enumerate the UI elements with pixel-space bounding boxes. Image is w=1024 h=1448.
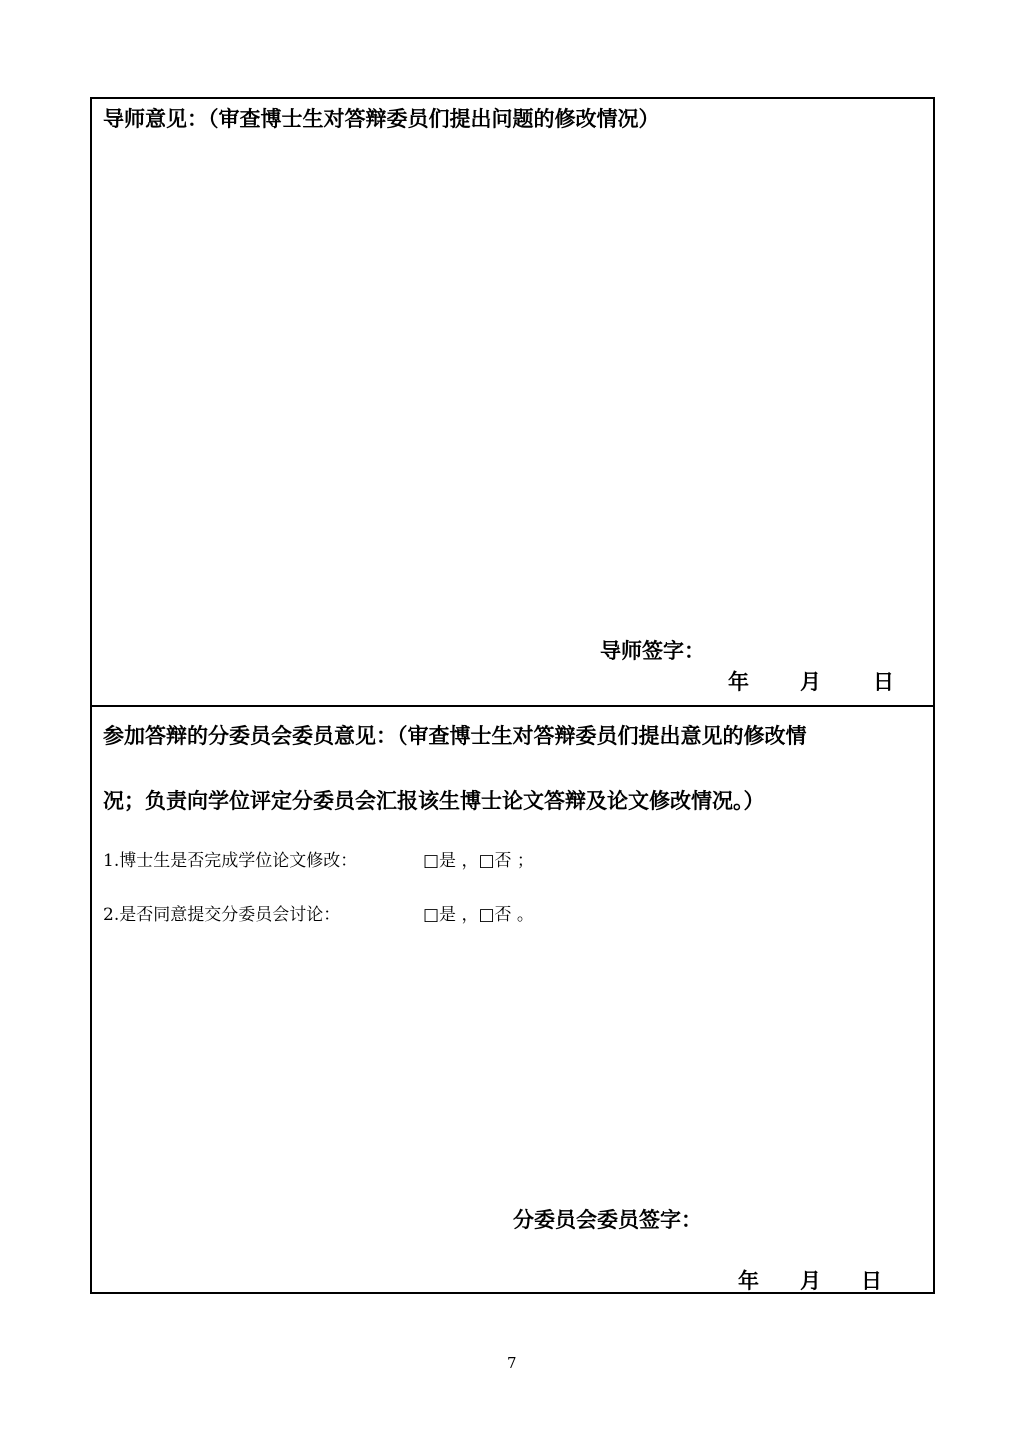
- advisor-date-month: 月: [800, 670, 821, 694]
- advisor-opinion-heading: 导师意见：（审查博士生对答辩委员们提出问题的修改情况）: [103, 107, 660, 131]
- advisor-signature-label: 导师签字：: [600, 639, 705, 663]
- committee-date-month: 月: [800, 1269, 821, 1293]
- page-number: 7: [507, 1354, 517, 1372]
- committee-date-year: 年: [738, 1269, 759, 1293]
- committee-opinion-heading-line2: 况；负责向学位评定分委员会汇报该生博士论文答辩及论文修改情况。）: [103, 789, 765, 813]
- committee-signature-label: 分委员会委员签字：: [513, 1208, 702, 1232]
- item-2-options[interactable]: □是 ，□否 。: [423, 905, 534, 925]
- advisor-date-day: 日: [873, 670, 894, 694]
- item-1-options[interactable]: □是 ，□否 ；: [423, 851, 534, 871]
- committee-opinion-heading-line1: 参加答辩的分委员会委员意见：（审查博士生对答辩委员们提出意见的修改情: [103, 724, 807, 748]
- advisor-date-year: 年: [728, 670, 749, 694]
- item-1-label: 1.博士生是否完成学位论文修改：: [103, 851, 358, 871]
- section-divider: [90, 705, 935, 707]
- item-2-label: 2.是否同意提交分委员会讨论：: [103, 905, 341, 925]
- committee-date-day: 日: [861, 1269, 882, 1293]
